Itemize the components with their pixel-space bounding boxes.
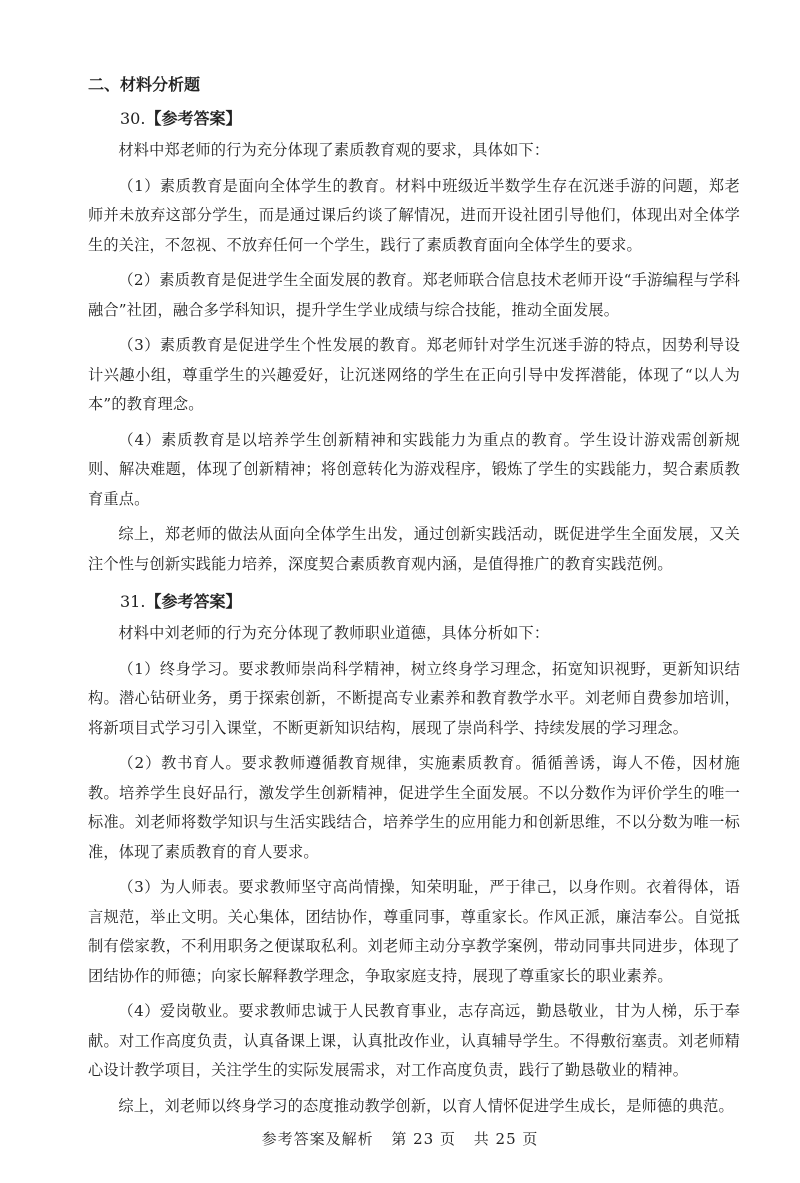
section-title: 二、材料分析题 — [88, 75, 201, 94]
page-footer — [0, 1128, 800, 1149]
q31-point-1: （1）终身学习。要求教师崇尚科学精神，树立终身学习理念，拓宽知识视野，更新知识结构。潜心钻研业务，勇于探索创新，不断提高专业素养和教育教学水平。刘老师自费参加培训，将新项目式学习引入课堂，不断更新知识结构，展现了崇尚科学、持续发展的学习理念。 — [88, 659, 740, 737]
q31-intro: 材料中刘老师的行为充分体现了教师职业道德，具体分析如下： — [118, 624, 550, 642]
q30-point-3: （3）素质教育是促进学生个性发展的教育。郑老师针对学生沉迷手游的特点，因势利导设计兴趣小组，尊重学生的兴趣爱好，让沉迷网络的学生在正向引导中发挥潜能，体现了“以人为本”的教育理念。 — [88, 336, 740, 413]
q30-heading — [88, 102, 740, 136]
footer-doc-title: 参考答案及解析 — [261, 1130, 374, 1148]
q31-number: 31. — [120, 592, 146, 611]
q30-label: 【参考答案】 — [145, 109, 242, 128]
q31-point-2: （2）教书育人。要求教师遵循教育规律，实施素质教育。循循善诱，诲人不倦，因材施教。培养学生良好品行，激发学生创新精神，促进学生全面发展。不以分数作为评价学生的唯一标准。刘老师将数学知识与生活实践结合，培养学生的应用能力和创新思维，不以分数为唯一标准，体现了素质教育的育人要求。 — [88, 754, 740, 861]
footer-total-pages: 共 25 页 — [473, 1130, 539, 1148]
q31-point-3: （3）为人师表。要求教师坚守高尚情操，知荣明耻，严于律己，以身作则。衣着得体，语言规范，举止文明。关心集体，团结协作，尊重同事，尊重家长。作风正派，廉洁奉公。自觉抵制有偿家教，不利用职务之便谋取私利。刘老师主动分享教学案例，带动同事共同进步，体现了团结协作的师德；向家长解释教学理念，争取家庭支持，展现了尊重家长的职业素养。 — [88, 878, 740, 985]
q30-point-1: （1）素质教育是面向全体学生的教育。材料中班级近半数学生存在沉迷手游的问题，郑老师并未放弃这部分学生，而是通过课后约谈了解情况，进而开设社团引导他们，体现出对全体学生的关注，不忽视、不放弃任何一个学生，践行了素质教育面向全体学生的要求。 — [88, 176, 740, 254]
q30-number: 30. — [120, 109, 146, 128]
q31-heading — [88, 585, 740, 619]
q30-point-2: （2）素质教育是促进学生全面发展的教育。郑老师联合信息技术老师开设“手游编程与学科融合”社团，融合多学科知识，提升学生学业成绩与综合技能，推动全面发展。 — [88, 271, 740, 319]
page-content — [88, 68, 740, 1127]
q31-label: 【参考答案】 — [145, 592, 242, 611]
footer-page-number: 第 23 页 — [391, 1130, 456, 1148]
q30-intro: 材料中郑老师的行为充分体现了素质教育观的要求，具体如下： — [118, 141, 550, 159]
q30-summary: 综上，郑老师的做法从面向全体学生出发，通过创新实践活动，既促进学生全面发展，又关注个性与创新实践能力培养，深度契合素质教育观内涵，是值得推广的教育实践范例。 — [88, 525, 740, 573]
q30-point-4: （4）素质教育是以培养学生创新精神和实践能力为重点的教育。学生设计游戏需创新规则、解决难题，体现了创新精神；将创意转化为游戏程序，锻炼了学生的实践能力，契合素质教育重点。 — [88, 430, 740, 508]
q31-point-4: （4）爱岗敬业。要求教师忠诚于人民教育事业，志存高远，勤恳敬业，甘为人梯，乐于奉献。对工作高度负责，认真备课上课，认真批改作业，认真辅导学生。不得敷衍塞责。刘老师精心设计教学项目，关注学生的实际发展需求，对工作高度负责，践行了勤恳敬业的精神。 — [88, 1002, 740, 1079]
q31-summary: 综上，刘老师以终身学习的态度推动教学创新，以育人情怀促进学生成长，是师德的典范。 — [118, 1096, 734, 1115]
